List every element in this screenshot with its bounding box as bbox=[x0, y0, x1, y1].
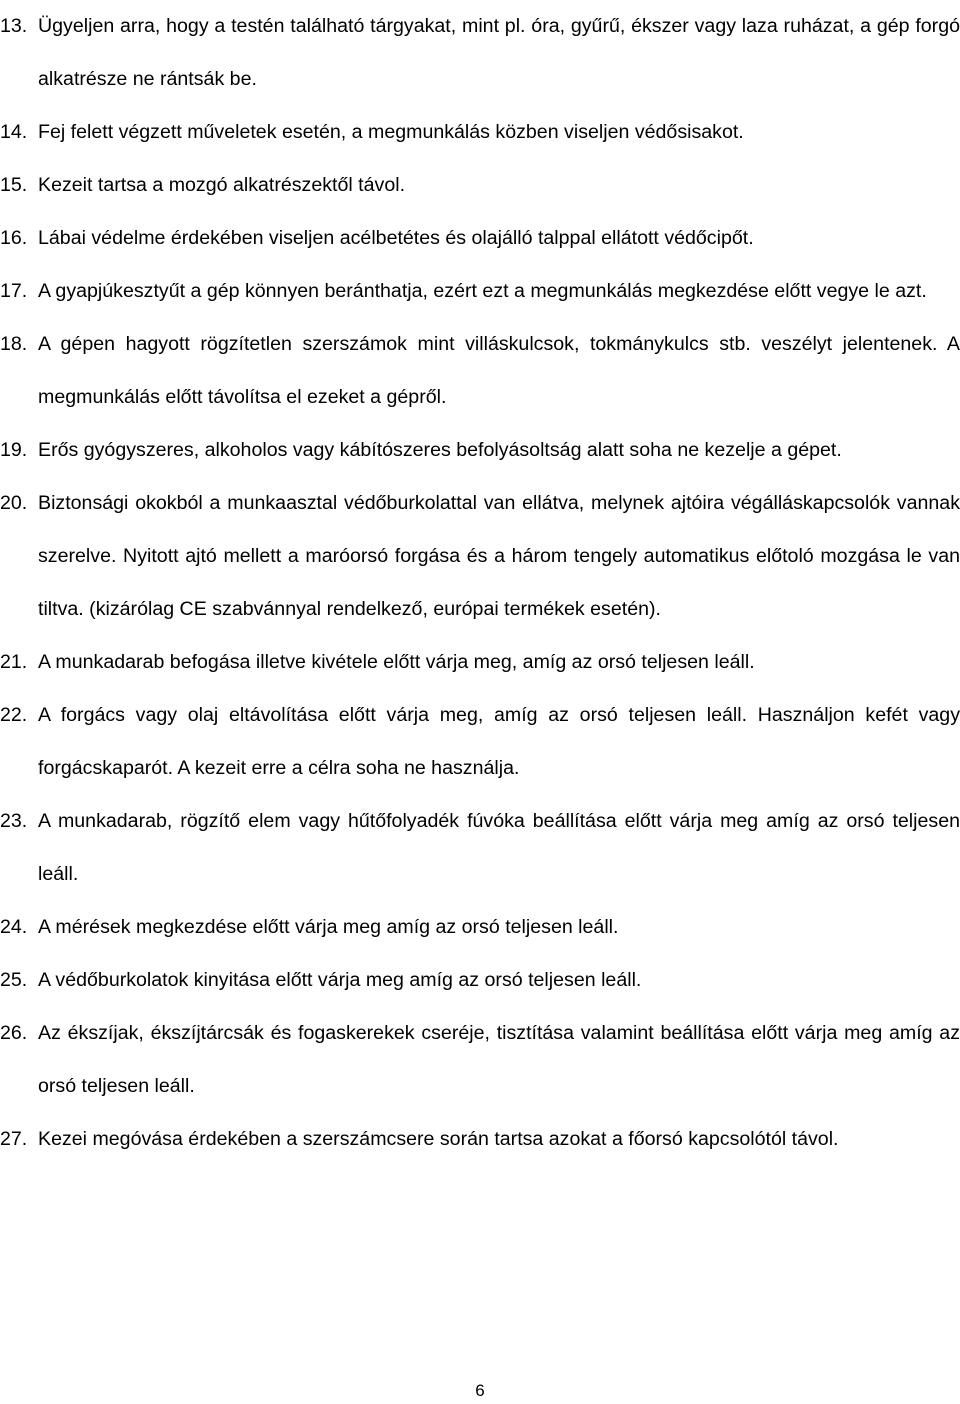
item-number: 13. bbox=[0, 15, 28, 37]
list-item-14 bbox=[0, 106, 960, 159]
item-text: A munkadarab, rögzítő elem vagy hűtőfolyadék fúvóka beállítása előtt várja meg amíg az orsó teljesen leáll. bbox=[38, 810, 960, 885]
item-number: 19. bbox=[0, 439, 28, 461]
item-text: Kezeit tartsa a mozgó alkatrészektől távol. bbox=[38, 174, 406, 196]
item-text: Lábai védelme érdekében viseljen acélbetétes és olajálló talppal ellátott védőcipőt. bbox=[38, 227, 754, 249]
item-number: 22. bbox=[0, 704, 28, 726]
list-item-21 bbox=[0, 636, 960, 689]
list-item-23 bbox=[0, 795, 960, 901]
item-number: 20. bbox=[0, 492, 28, 514]
list-item-16 bbox=[0, 212, 960, 265]
item-text: A gépen hagyott rögzítetlen szerszámok mint villáskulcsok, tokmánykulcs stb. veszélyt jelentenek. A megmunkálás előtt távolítsa el ezeket a gépről. bbox=[38, 333, 960, 408]
item-number: 17. bbox=[0, 280, 28, 302]
item-number: 25. bbox=[0, 969, 28, 991]
item-number: 24. bbox=[0, 916, 28, 938]
item-text: A gyapjúkesztyűt a gép könnyen beránthatja, ezért ezt a megmunkálás megkezdése előtt vegye le azt. bbox=[38, 280, 927, 302]
page-number: 6 bbox=[475, 1381, 485, 1400]
list-item-15 bbox=[0, 159, 960, 212]
item-text: A munkadarab befogása illetve kivétele előtt várja meg, amíg az orsó teljesen leáll. bbox=[38, 651, 755, 673]
list-item-25 bbox=[0, 954, 960, 1007]
item-number: 18. bbox=[0, 333, 28, 355]
item-text: Fej felett végzett műveletek esetén, a megmunkálás közben viseljen védősisakot. bbox=[38, 121, 744, 143]
item-text: A mérések megkezdése előtt várja meg amíg az orsó teljesen leáll. bbox=[38, 916, 619, 938]
item-text: Biztonsági okokból a munkaasztal védőburkolattal van ellátva, melynek ajtóira végálláskapcsolók vannak szerelve. Nyitott ajtó mellett a maróorsó forgása és a három tengely automatikus előtoló mozgása le van tiltva. (kizárólag CE szabvánnyal rendelkező, európai termékek esetén). bbox=[38, 492, 960, 620]
list-item-19 bbox=[0, 424, 960, 477]
list-item-24 bbox=[0, 901, 960, 954]
list-item-26 bbox=[0, 1007, 960, 1113]
item-number: 21. bbox=[0, 651, 28, 673]
item-text: Erős gyógyszeres, alkoholos vagy kábítószeres befolyásoltság alatt soha ne kezelje a gépet. bbox=[38, 439, 842, 461]
item-number: 27. bbox=[0, 1128, 28, 1150]
list-item-27 bbox=[0, 1113, 960, 1166]
list-item-22 bbox=[0, 689, 960, 795]
list-item-17 bbox=[0, 265, 960, 318]
list-item-20 bbox=[0, 477, 960, 636]
item-number: 16. bbox=[0, 227, 28, 249]
item-text: A védőburkolatok kinyitása előtt várja meg amíg az orsó teljesen leáll. bbox=[38, 969, 642, 991]
list-item-13 bbox=[0, 0, 960, 106]
item-number: 23. bbox=[0, 810, 28, 832]
list-item-18 bbox=[0, 318, 960, 424]
item-number: 15. bbox=[0, 174, 28, 196]
item-text: Kezei megóvása érdekében a szerszámcsere során tartsa azokat a főorsó kapcsolótól távol. bbox=[38, 1128, 839, 1150]
item-number: 26. bbox=[0, 1022, 28, 1044]
item-text: A forgács vagy olaj eltávolítása előtt várja meg, amíg az orsó teljesen leáll. Használjon kefét vagy forgácskaparót. A kezeit erre a célra soha ne használja. bbox=[38, 704, 960, 779]
item-number: 14. bbox=[0, 121, 28, 143]
item-text: Ügyeljen arra, hogy a testén található tárgyakat, mint pl. óra, gyűrű, ékszer vagy laza ruházat, a gép forgó alkatrésze ne rántsák be. bbox=[38, 15, 960, 90]
item-text: Az ékszíjak, ékszíjtárcsák és fogaskerekek cseréje, tisztítása valamint beállítása előtt várja meg amíg az orsó teljesen leáll. bbox=[38, 1022, 960, 1097]
